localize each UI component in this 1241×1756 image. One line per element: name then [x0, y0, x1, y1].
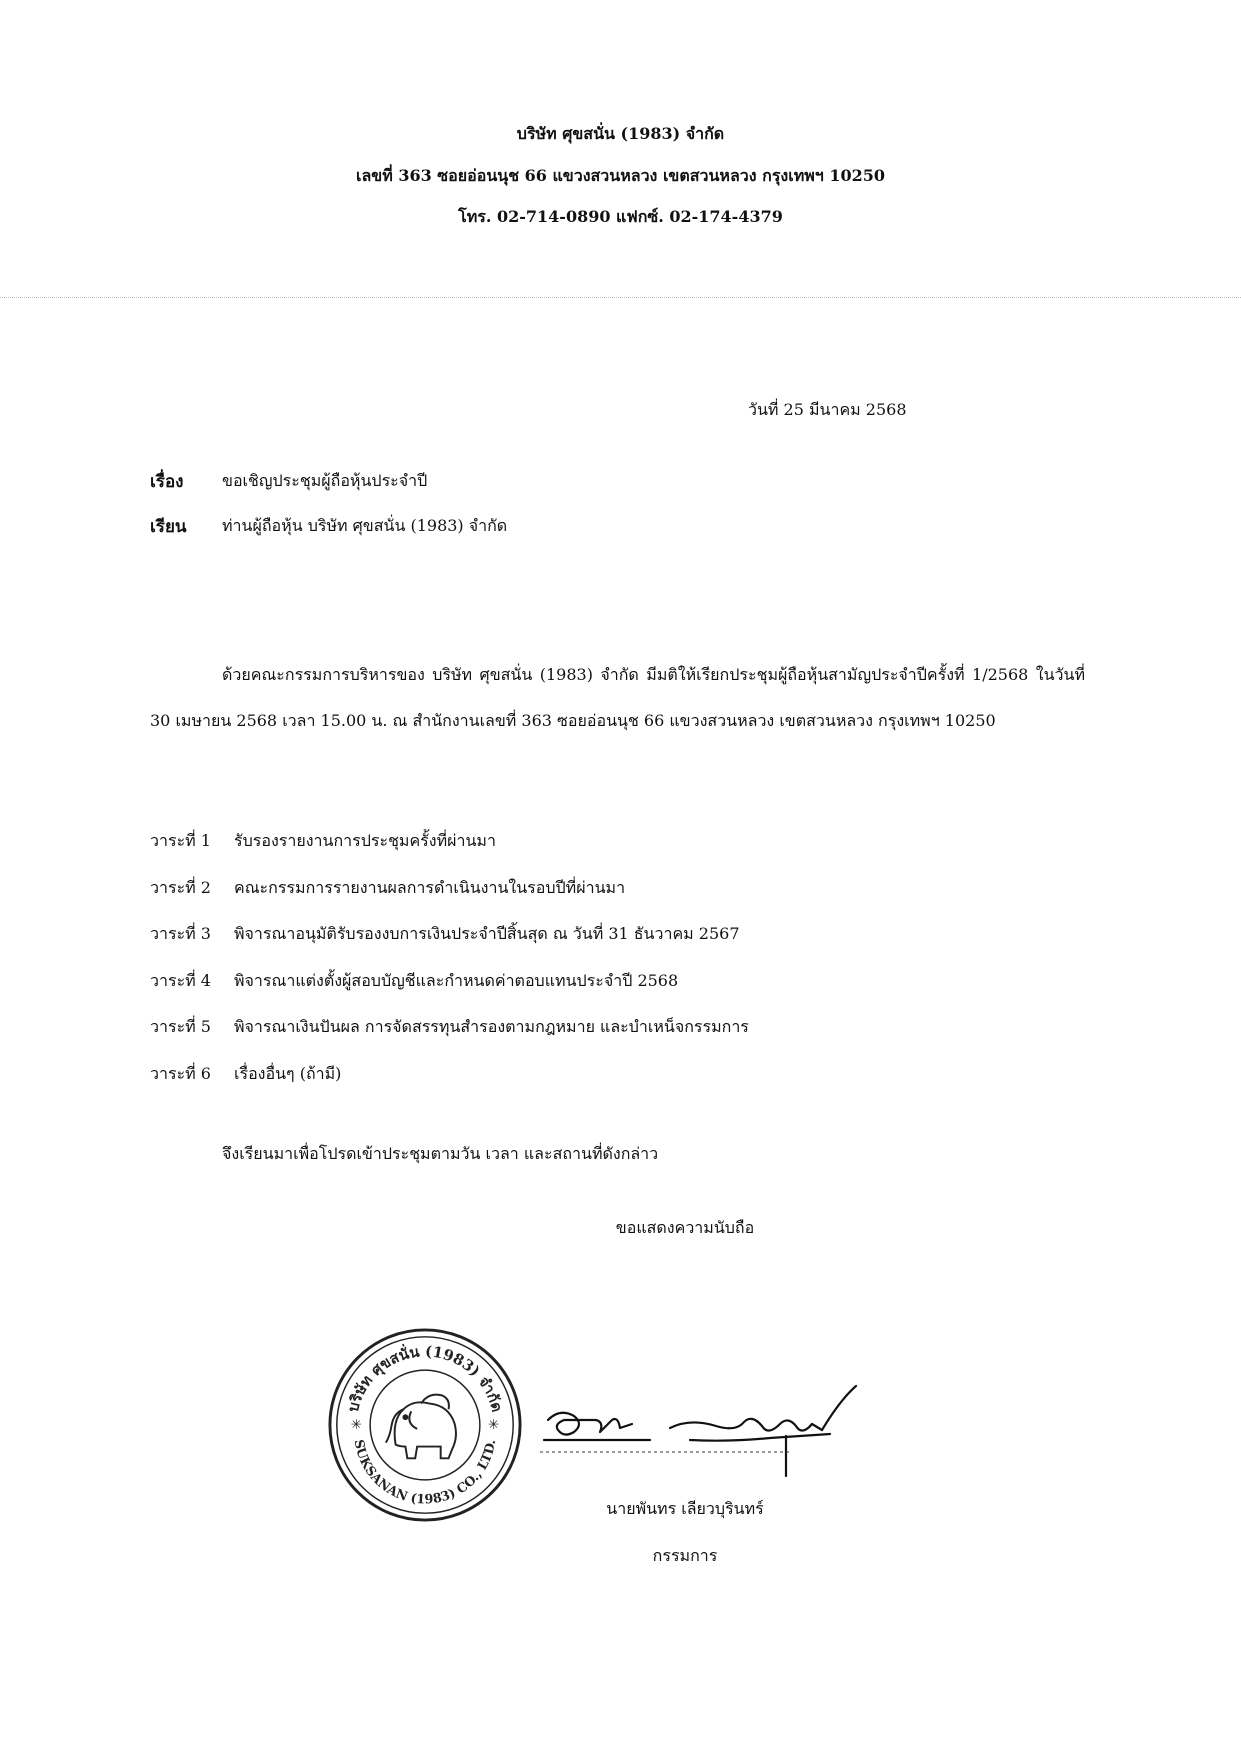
seal-text-top: บริษัท ศุขสนั่น (1983) จำกัด: [344, 1343, 506, 1414]
seal-text-bottom: SUKSANAN (1983) CO., LTD.: [350, 1438, 500, 1508]
agenda-text: พิจารณาอนุมัติรับรองงบการเงินประจำปีสิ้นสุด ณ วันที่ 31 ธันวาคม 2567: [234, 924, 740, 943]
company-contact: โทร. 02-714-0890 แฟกซ์. 02-174-4379: [458, 207, 783, 226]
agenda-item: [150, 1051, 749, 1098]
agenda-item: [150, 958, 749, 1005]
agenda-number: วาระที่ 6: [150, 1063, 211, 1083]
company-seal-stamp: [327, 1327, 523, 1523]
agenda-text: พิจารณาแต่งตั้งผู้สอบบัญชีและกำหนดค่าตอบแทนประจำปี 2568: [234, 970, 679, 990]
closing-sentence: จึงเรียนมาเพื่อโปรดเข้าประชุมตามวัน เวลา และสถานที่ดังกล่าว: [222, 1144, 659, 1163]
agenda-number: วาระที่ 1: [150, 831, 211, 850]
elephant-icon: [386, 1395, 456, 1459]
agenda-number: วาระที่ 4: [150, 970, 211, 990]
company-name: บริษัท ศุขสนั่น (1983) จำกัด: [516, 124, 725, 143]
agenda-item: [150, 911, 749, 958]
seal-star-left-icon: ✳: [350, 1416, 363, 1433]
agenda-item: [150, 818, 749, 865]
subject-value: ขอเชิญประชุมผู้ถือหุ้นประจำปี: [222, 471, 428, 490]
agenda-number: วาระที่ 5: [150, 1017, 211, 1036]
agenda-number: วาระที่ 2: [150, 877, 211, 897]
signatory-name: นายพันทร เลียวบุรินทร์: [606, 1499, 764, 1518]
body-paragraph: [150, 652, 1085, 744]
agenda-text: พิจารณาเงินปันผล การจัดสรรทุนสำรองตามกฎหมาย และบำเหน็จกรรมการ: [234, 1017, 749, 1036]
signatory-title: กรรมการ: [652, 1546, 718, 1565]
recipient-value: ท่านผู้ถือหุ้น บริษัท ศุขสนั่น (1983) จำกัด: [222, 516, 508, 535]
seal-star-right-icon: ✳: [487, 1416, 500, 1433]
letter-date: วันที่ 25 มีนาคม 2568: [748, 400, 907, 419]
agenda-item: [150, 1004, 749, 1051]
agenda-list: [150, 818, 749, 1097]
agenda-text: เรื่องอื่นๆ (ถ้ามี): [234, 1063, 342, 1083]
body-text: ด้วยคณะกรรมการบริหารของ บริษัท ศุขสนั่น (1983) จำกัด มีมติให้เรียกประชุมผู้ถือหุ้นสามัญประจำปีครั้งที่ 1/2568 ในวันที่ 30 เมษายน 2568 เวลา 15.00 น. ณ สำนักงานเลขที่ 363 ซอยอ่อนนุช 66 แขวงสวนหลวง เขตสวนหลวง กรุงเทพฯ 10250: [150, 665, 1085, 730]
agenda-number: วาระที่ 3: [150, 924, 211, 943]
agenda-text: คณะกรรมการรายงานผลการดำเนินงานในรอบปีที่ผ่านมา: [234, 877, 626, 897]
agenda-item: [150, 865, 749, 912]
agenda-text: รับรองรายงานการประชุมครั้งที่ผ่านมา: [234, 831, 496, 850]
company-address: เลขที่ 363 ซอยอ่อนนุช 66 แขวงสวนหลวง เขตสวนหลวง กรุงเทพฯ 10250: [355, 166, 886, 185]
regards-text: ขอแสดงความนับถือ: [615, 1218, 755, 1237]
recipient-label: เรียน: [150, 517, 187, 537]
subject-label: เรื่อง: [150, 472, 184, 492]
header-divider: [0, 297, 1241, 298]
handwritten-signature: [540, 1380, 860, 1480]
